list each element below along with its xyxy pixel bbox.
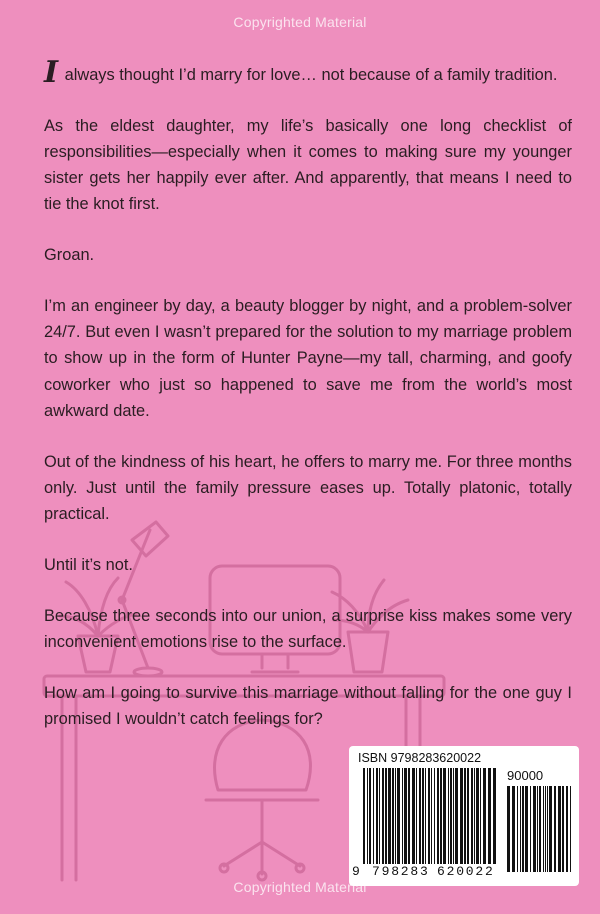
barcode-bar: [367, 768, 368, 864]
barcode-bar: [530, 786, 531, 872]
isbn-label: ISBN 9798283620022: [358, 751, 482, 765]
barcode-bar: [363, 768, 365, 864]
ean-first-digit: 9: [352, 864, 360, 879]
barcode-bar: [480, 768, 481, 864]
barcode-bar: [507, 786, 510, 872]
barcode-bar: [566, 786, 568, 872]
barcode-bar: [562, 786, 564, 872]
barcode-bar: [440, 768, 442, 864]
barcode-bar: [437, 768, 439, 864]
barcode-bar: [431, 768, 432, 864]
barcode-bar: [388, 768, 391, 864]
drop-cap: I: [44, 55, 59, 90]
barcode-bar: [547, 786, 548, 872]
barcode-bar: [517, 786, 518, 872]
barcode-bar: [570, 786, 571, 872]
ean-right-group: 620022: [437, 864, 495, 879]
barcode-bar: [543, 786, 544, 872]
barcode-bar: [554, 786, 556, 872]
barcode-bar: [476, 768, 479, 864]
barcode-bar: [376, 768, 378, 864]
barcode-bar: [422, 768, 424, 864]
barcode-bar: [408, 768, 410, 864]
blurb-first-line: always thought I’d marry for love… not because of a family tradition.: [60, 66, 558, 84]
barcode-bar: [402, 768, 403, 864]
barcode-bar: [385, 768, 387, 864]
barcode-bar: [416, 768, 417, 864]
barcode-bar: [419, 768, 421, 864]
barcode-bar: [392, 768, 394, 864]
barcode-bar: [404, 768, 407, 864]
barcode-bar: [428, 768, 430, 864]
blurb-paragraph-2: As the eldest daughter, my life’s basically one long checklist of responsibilities—especially when it comes to making sure my younger sister gets her happily ever after. And apparently, that means I need to tie the knot first.: [44, 116, 572, 214]
blurb-paragraph-8: How am I going to survive this marriage without falling for the one guy I promised I wouldn’t catch feelings for?: [44, 683, 572, 728]
watermark-bottom: Copyrighted Material: [233, 879, 367, 895]
ean-left-group: 798283: [372, 864, 430, 879]
barcode-bar: [483, 768, 486, 864]
barcode-bar: [443, 768, 446, 864]
barcode-bar: [488, 768, 491, 864]
barcode-bar: [373, 768, 374, 864]
barcode-bar: [397, 768, 400, 864]
blurb-paragraph-6: Until it’s not.: [44, 555, 133, 574]
barcode-bar: [453, 768, 454, 864]
barcode-bar: [460, 768, 463, 864]
blurb-paragraph-7: Because three seconds into our union, a surprise kiss makes some very inconvenient emotions rise to the surface.: [44, 606, 572, 651]
blurb-paragraph-4: I’m an engineer by day, a beauty blogger by night, and a problem-solver 24/7. But even I wasn’t prepared for the solution to my marriage problem to show up in the form of Hunter Payne—my tall, charming, and goofy coworker who just so happened to save me from the world’s most awkward date.: [44, 297, 572, 420]
watermark-top: Copyrighted Material: [233, 14, 367, 30]
blurb-paragraph-3: Groan.: [44, 246, 95, 265]
barcode-bar: [525, 786, 528, 872]
barcode-bar: [474, 768, 475, 864]
barcode-bar: [539, 786, 541, 872]
barcode-bar: [369, 768, 371, 864]
barcode-bar: [467, 768, 469, 864]
barcode-bar: [382, 768, 384, 864]
barcode-bar: [522, 786, 524, 872]
blurb-paragraph-1: [44, 55, 572, 90]
barcode-bar: [464, 768, 466, 864]
barcode-bar: [545, 786, 546, 872]
barcode-bar: [520, 786, 521, 872]
barcode-bar: [450, 768, 452, 864]
barcode-bar: [434, 768, 435, 864]
barcode-bar: [455, 768, 458, 864]
barcode-bar: [549, 786, 552, 872]
barcode-bar: [533, 786, 536, 872]
back-cover-blurb: [44, 55, 572, 757]
barcode-bar: [395, 768, 396, 864]
barcode-bar: [412, 768, 415, 864]
barcode-bar: [448, 768, 449, 864]
barcode-bar: [558, 786, 561, 872]
barcode-bar: [425, 768, 426, 864]
barcode-bar: [379, 768, 380, 864]
barcode-bar: [512, 786, 515, 872]
price-code: 90000: [507, 768, 544, 783]
isbn-barcode: [349, 746, 579, 886]
barcode-bar: [493, 768, 496, 864]
barcode-bar: [537, 786, 538, 872]
barcode-bar: [471, 768, 473, 864]
blurb-paragraph-5: Out of the kindness of his heart, he offers to marry me. For three months only. Just until the family pressure eases up. Totally platonic, totally practical.: [44, 452, 572, 524]
